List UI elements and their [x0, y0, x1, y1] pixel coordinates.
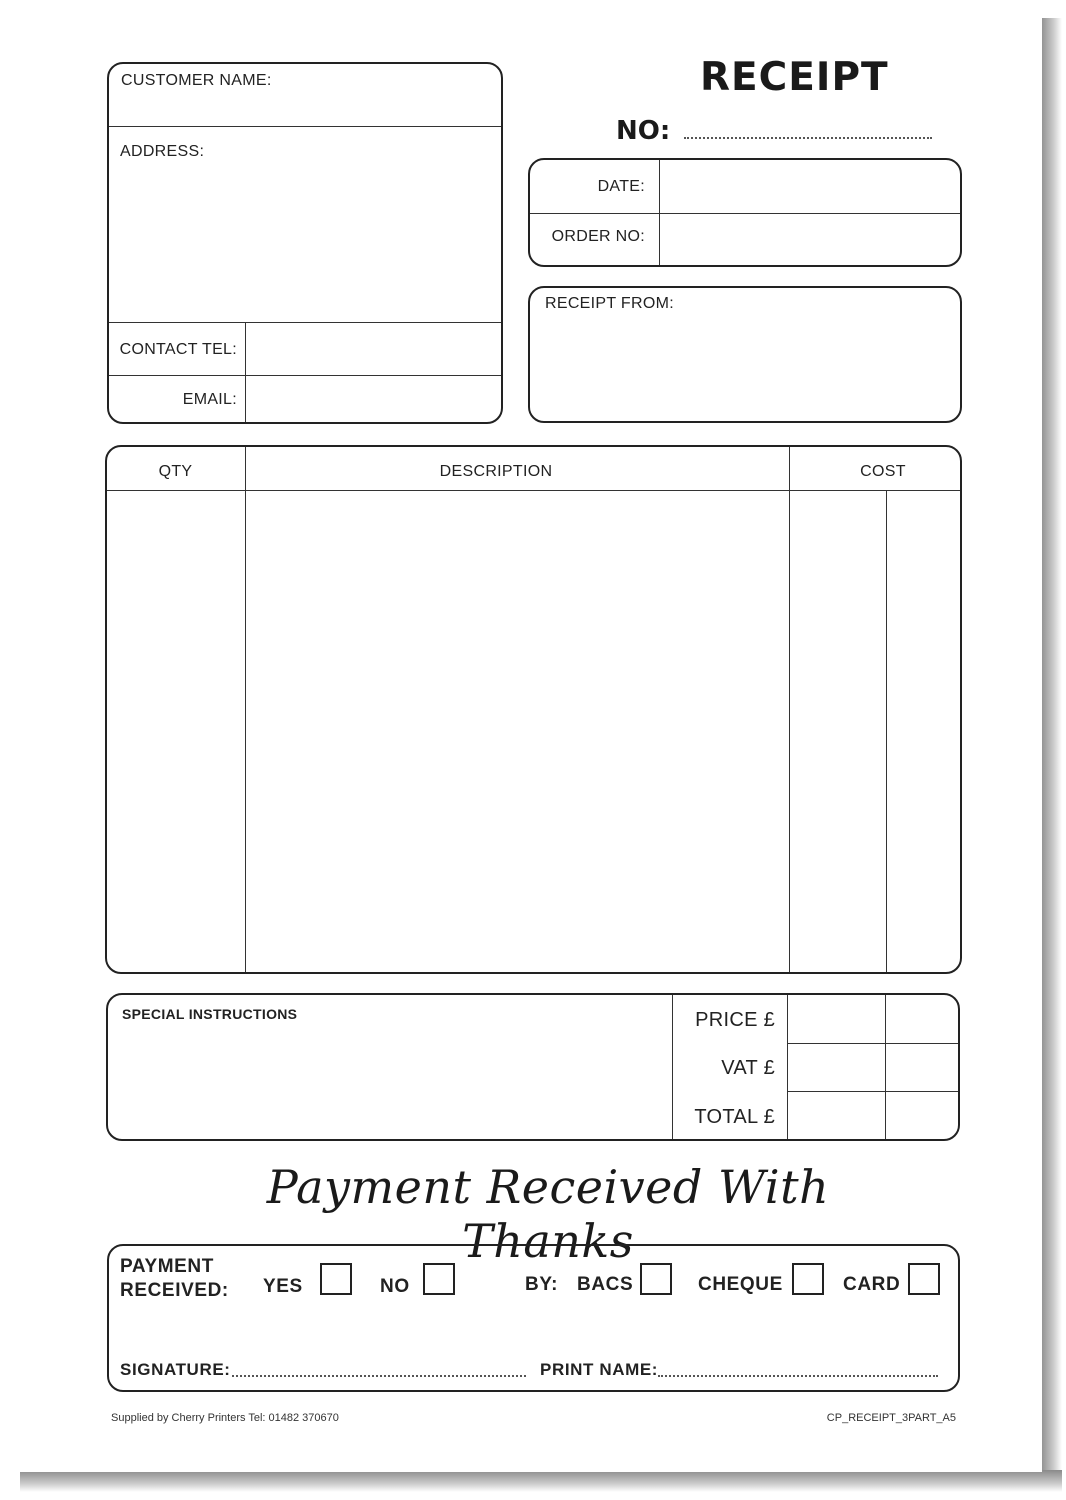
email-label: EMAIL:	[182, 391, 237, 408]
yes-label: YES	[263, 1276, 303, 1297]
table-header-divider	[107, 490, 960, 491]
customer-label-divider	[245, 322, 246, 422]
bacs-label: BACS	[577, 1274, 634, 1295]
customer-divider-2	[109, 322, 501, 323]
receipt-number-field[interactable]	[684, 137, 932, 139]
receipt-from-label: RECEIPT FROM:	[545, 295, 674, 312]
date-label: DATE:	[597, 178, 645, 195]
special-instructions-field[interactable]	[110, 1026, 670, 1136]
supplier-footer: Supplied by Cherry Printers Tel: 01482 370670	[111, 1412, 339, 1424]
print-name-field[interactable]	[658, 1375, 938, 1377]
customer-divider-3	[109, 375, 501, 376]
customer-divider-1	[109, 126, 501, 127]
description-column-header: DESCRIPTION	[439, 463, 553, 480]
price-value-field[interactable]	[790, 997, 958, 1041]
print-name-label: PRINT NAME:	[540, 1360, 659, 1379]
vat-label: VAT £	[721, 1057, 775, 1079]
by-label: BY:	[525, 1274, 559, 1295]
order-no-label: ORDER NO:	[551, 228, 645, 245]
email-field[interactable]	[247, 377, 501, 421]
form-code-footer: CP_RECEIPT_3PART_A5	[826, 1412, 956, 1424]
description-column-cells[interactable]	[248, 493, 787, 970]
customer-name-field[interactable]	[109, 94, 501, 124]
page-shadow-right	[1040, 18, 1062, 1488]
totals-value-divider	[787, 995, 788, 1139]
cost-column-header: COST	[860, 463, 906, 480]
cost-column-cells[interactable]	[792, 493, 958, 970]
contact-tel-field[interactable]	[247, 324, 501, 374]
vat-value-field[interactable]	[790, 1045, 958, 1089]
special-instructions-label: SPECIAL INSTRUCTIONS	[122, 1006, 298, 1022]
no-checkbox[interactable]	[423, 1263, 455, 1295]
totals-left-divider	[672, 995, 673, 1139]
address-label: ADDRESS:	[120, 143, 205, 160]
bacs-checkbox[interactable]	[640, 1263, 672, 1295]
page-title: RECEIPT	[700, 55, 889, 100]
order-label-divider	[659, 160, 660, 265]
totals-row-divider-1	[788, 1043, 958, 1044]
totals-row-divider-2	[788, 1091, 958, 1092]
yes-checkbox[interactable]	[320, 1263, 352, 1295]
contact-tel-label: CONTACT TEL:	[119, 341, 237, 358]
qty-column-cells[interactable]	[109, 493, 243, 970]
receipt-number-label: NO:	[616, 116, 671, 146]
total-value-field[interactable]	[790, 1093, 958, 1137]
receipt-from-field[interactable]	[530, 318, 960, 420]
payment-received-label-2: RECEIVED:	[120, 1280, 229, 1301]
price-label: PRICE £	[695, 1009, 775, 1031]
page-shadow-bottom	[20, 1470, 1062, 1492]
date-field[interactable]	[661, 160, 960, 212]
total-label: TOTAL £	[694, 1106, 775, 1128]
qty-column-header: QTY	[158, 463, 193, 480]
description-column-divider	[789, 447, 790, 972]
qty-column-divider	[245, 447, 246, 972]
customer-name-label: CUSTOMER NAME:	[121, 72, 272, 89]
card-checkbox[interactable]	[908, 1263, 940, 1295]
cheque-checkbox[interactable]	[792, 1263, 824, 1295]
signature-label: SIGNATURE:	[120, 1360, 231, 1379]
thanks-message: Payment Received With Thanks	[266, 1160, 830, 1268]
cheque-label: CHEQUE	[698, 1274, 783, 1295]
payment-received-label-1: PAYMENT	[120, 1256, 214, 1277]
signature-field[interactable]	[232, 1375, 526, 1377]
no-label: NO	[380, 1276, 410, 1297]
card-label: CARD	[843, 1274, 901, 1295]
address-field[interactable]	[109, 166, 501, 320]
payment-box	[107, 1244, 960, 1392]
order-no-field[interactable]	[661, 215, 960, 265]
order-divider	[530, 213, 960, 214]
